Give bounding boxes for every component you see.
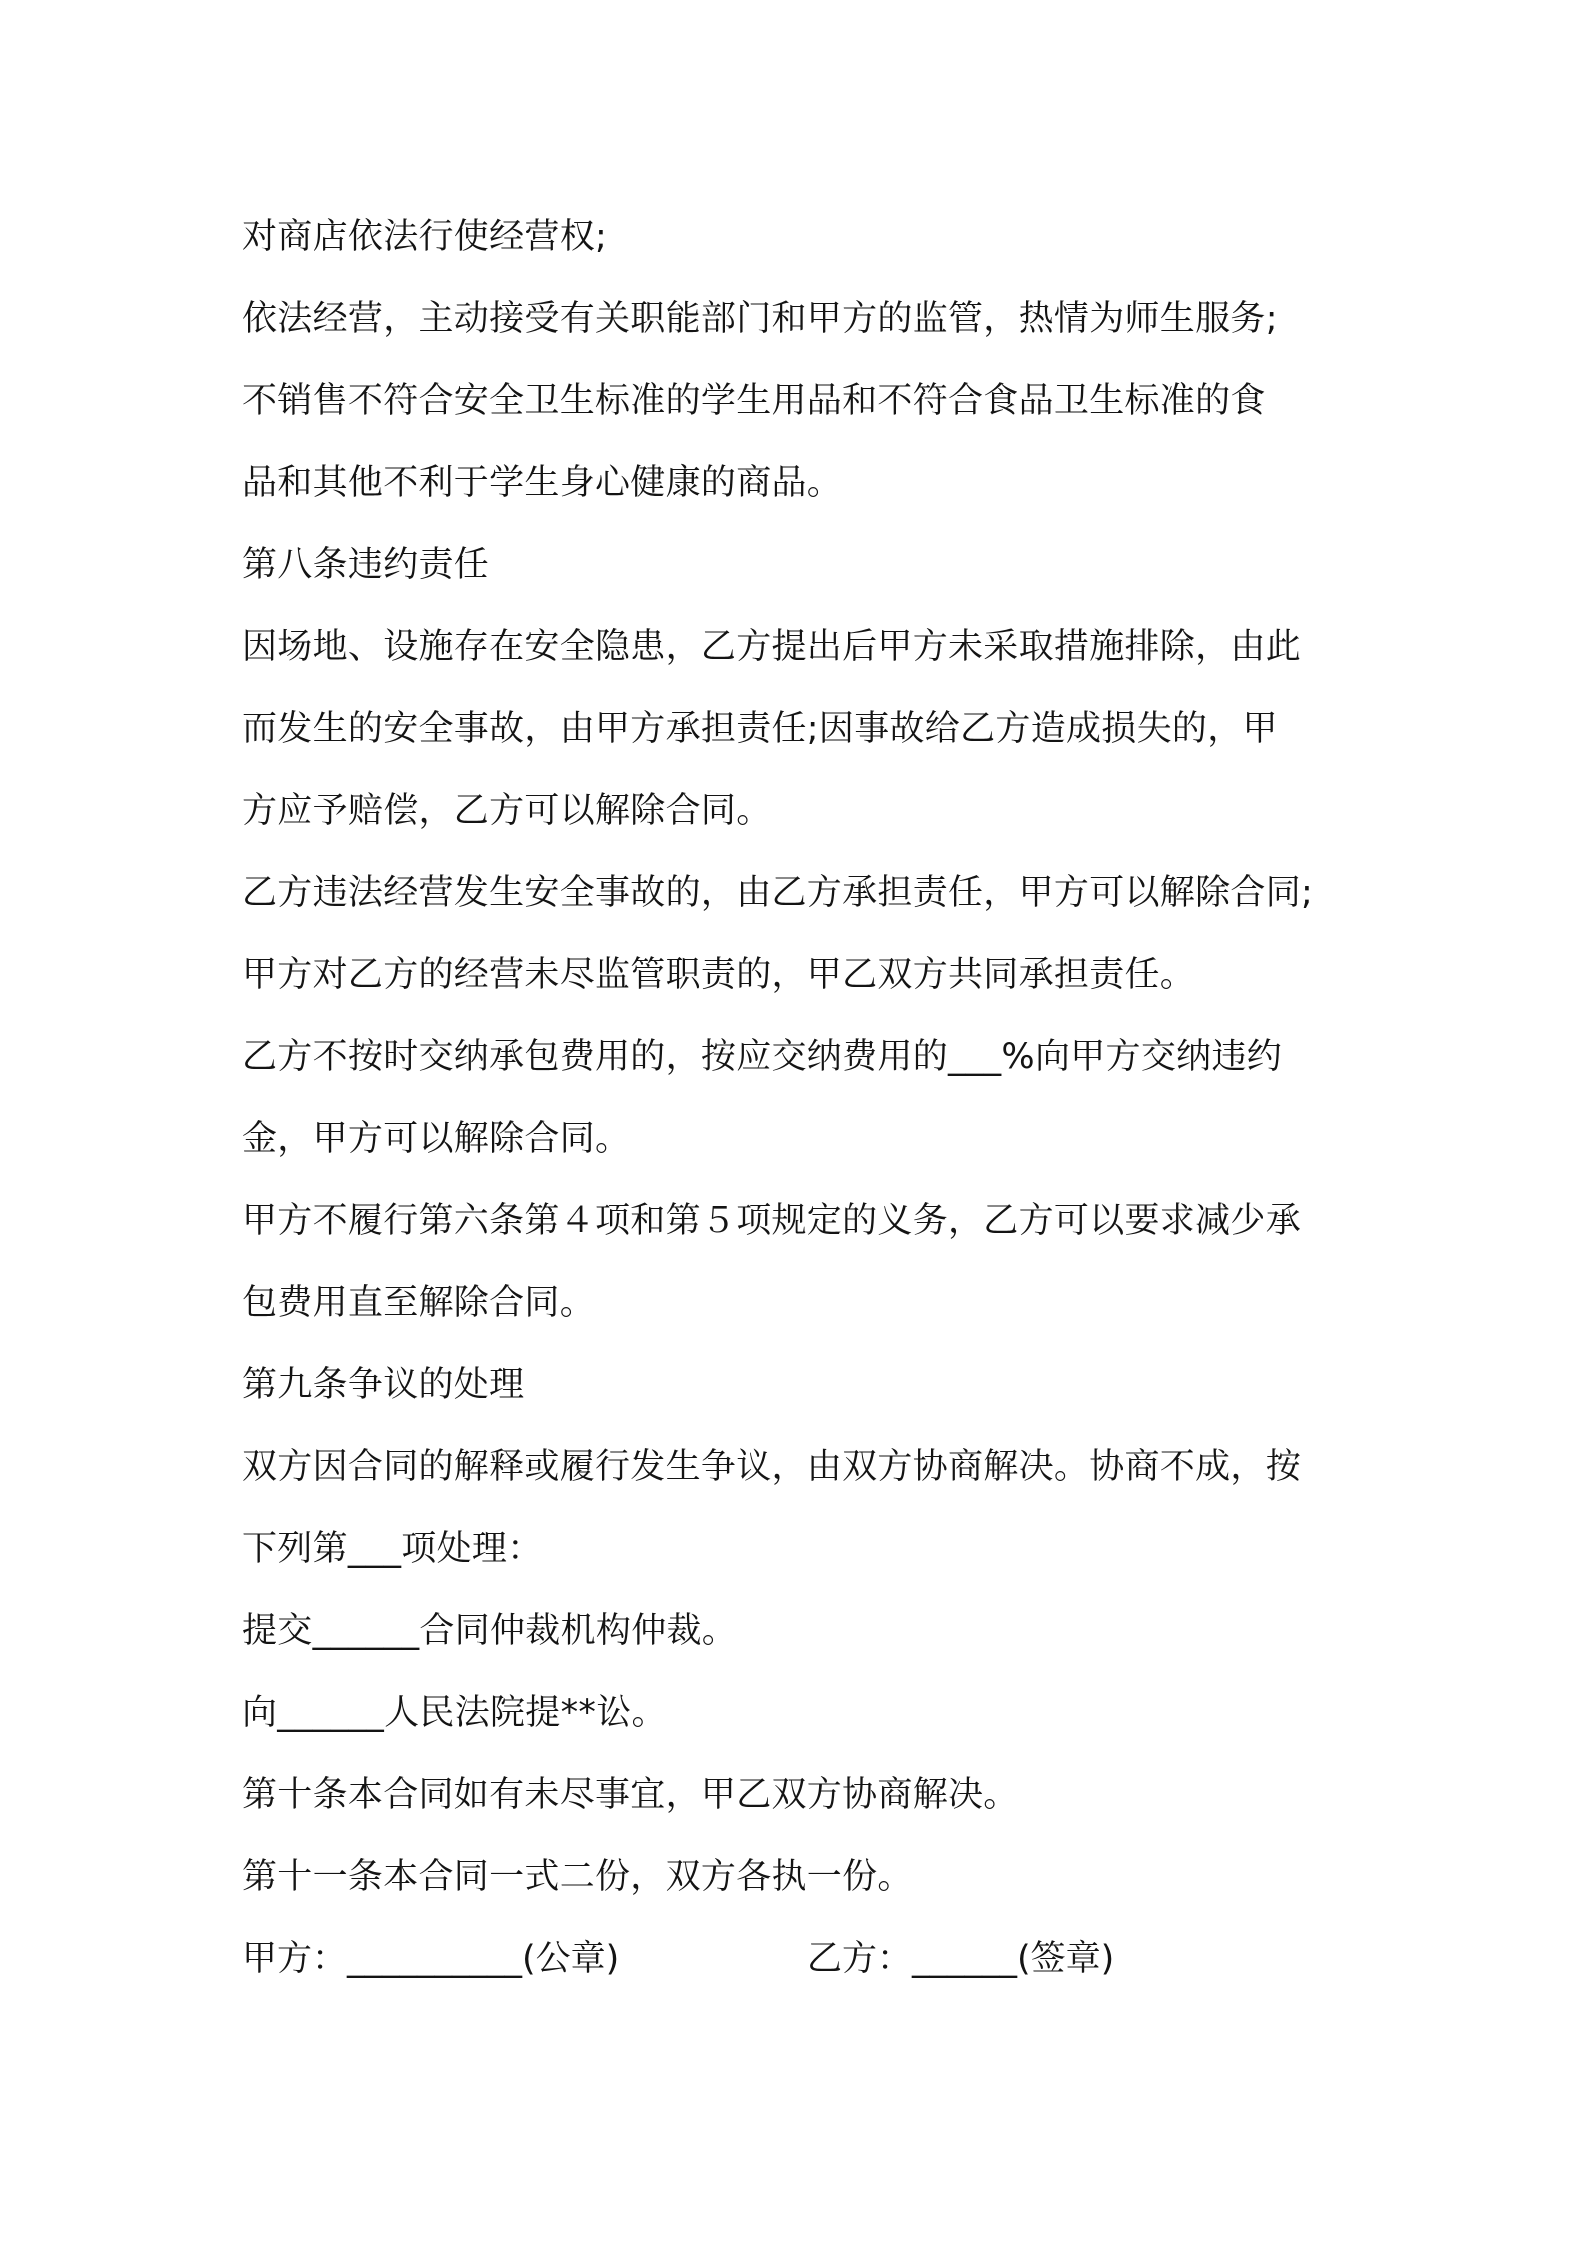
clause-line: 对商店依法行使经营权; [242,217,608,257]
clause-line: 下列第___项处理： [242,1529,543,1569]
party-b-signature-field: 乙方：______(签章) [807,1939,1115,1979]
article-heading-breach-liability: 第八条违约责任 [242,545,490,585]
clause-line: 因场地、设施存在安全隐患，乙方提出后甲方未采取措施排除，由此 [242,627,1302,667]
clause-line: 双方因合同的解释或履行发生争议，由双方协商解决。协商不成，按 [242,1447,1302,1487]
clause-line: 甲方对乙方的经营未尽监管职责的，甲乙双方共同承担责任。 [242,955,1196,995]
clause-line: 向______人民法院提**讼。 [242,1693,667,1733]
clause-line: 方应予赔偿，乙方可以解除合同。 [242,791,772,831]
signature-row [242,1918,1372,2000]
clause-line: 依法经营，主动接受有关职能部门和甲方的监管，热情为师生服务; [242,299,1278,339]
article-heading-dispute-resolution: 第九条争议的处理 [242,1365,525,1405]
clause-line: 而发生的安全事故，由甲方承担责任;因事故给乙方造成损失的，甲 [242,709,1278,749]
clause-line: 品和其他不利于学生身心健康的商品。 [242,463,843,503]
party-a-signature-field: 甲方：__________(公章) [242,1939,620,1979]
clause-line: 金，甲方可以解除合同。 [242,1119,631,1159]
clause-line: 提交______合同仲裁机构仲裁。 [242,1611,738,1651]
article-eleven-line: 第十一条本合同一式二份，双方各执一份。 [242,1857,913,1897]
clause-line: 甲方不履行第六条第４项和第５项规定的义务，乙方可以要求减少承 [242,1201,1302,1241]
contract-text-body [242,196,1372,2000]
clause-line: 乙方违法经营发生安全事故的，由乙方承担责任，甲方可以解除合同; [242,873,1314,913]
clause-line: 乙方不按时交纳承包费用的，按应交纳费用的___%向甲方交纳违约 [242,1037,1283,1077]
clause-line: 包费用直至解除合同。 [242,1283,596,1323]
article-ten-line: 第十条本合同如有未尽事宜，甲乙双方协商解决。 [242,1775,1019,1815]
clause-line: 不销售不符合安全卫生标准的学生用品和不符合食品卫生标准的食 [242,381,1266,421]
